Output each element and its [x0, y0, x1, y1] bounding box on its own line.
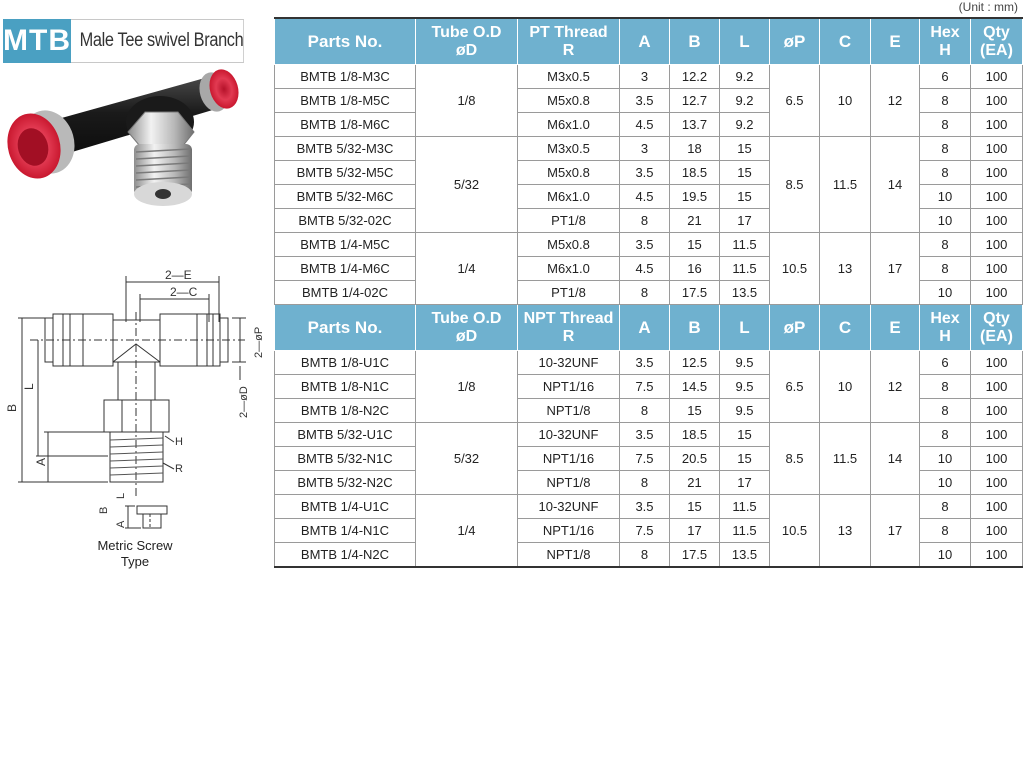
table-row: [275, 137, 1023, 161]
cell-thread: NPT1/8: [518, 471, 620, 495]
header-qty-line-1: Qty: [983, 23, 1010, 41]
dim-label-l-detail: L: [115, 492, 127, 499]
header-l: L: [720, 18, 770, 65]
header-tube-od: [416, 305, 518, 351]
cell-thread: M3x0.5: [518, 137, 620, 161]
cell-thread: PT1/8: [518, 209, 620, 233]
cell-l: 9.5: [720, 351, 770, 375]
cell-p: 8.5: [770, 423, 820, 495]
cell-a: 3.5: [620, 423, 670, 447]
cell-thread: 10-32UNF: [518, 423, 620, 447]
cell-b: 21: [670, 209, 720, 233]
cell-thread: PT1/8: [518, 281, 620, 305]
cell-thread: NPT1/16: [518, 375, 620, 399]
cell-e: 14: [871, 423, 920, 495]
cell-l: 17: [720, 209, 770, 233]
cell-part-no: BMTB 1/8-N1C: [275, 375, 416, 399]
header-qty-line-1: Qty: [983, 309, 1010, 327]
cell-part-no: BMTB 1/4-M5C: [275, 233, 416, 257]
cell-hex: 10: [920, 281, 971, 305]
dim-label-2p: 2—øP: [253, 326, 265, 358]
cell-l: 15: [720, 447, 770, 471]
cell-hex: 8: [920, 137, 971, 161]
header-tube-od-line-1: Tube O.D: [431, 23, 502, 41]
cell-a: 8: [620, 209, 670, 233]
table-header-row: [275, 18, 1023, 65]
cell-hex: 8: [920, 89, 971, 113]
unit-note: (Unit : mm): [958, 0, 1018, 14]
cell-hex: 8: [920, 399, 971, 423]
table-row: [275, 233, 1023, 257]
cell-qty: 100: [971, 257, 1023, 281]
cell-part-no: BMTB 1/4-N2C: [275, 543, 416, 568]
dim-label-b-detail: B: [98, 506, 110, 514]
header-p: øP: [770, 18, 820, 65]
cell-c: 13: [820, 233, 871, 305]
cell-thread: NPT1/8: [518, 399, 620, 423]
cell-qty: 100: [971, 281, 1023, 305]
cell-a: 3: [620, 137, 670, 161]
header-qty-line-2: (EA): [980, 41, 1013, 59]
cell-thread: M5x0.8: [518, 233, 620, 257]
cell-l: 15: [720, 161, 770, 185]
header-e: E: [871, 305, 920, 351]
header-tube-od-line-1: Tube O.D: [431, 309, 502, 327]
cell-a: 7.5: [620, 447, 670, 471]
cell-hex: 10: [920, 543, 971, 568]
header-a: A: [620, 305, 670, 351]
cell-b: 17.5: [670, 543, 720, 568]
cell-a: 8: [620, 471, 670, 495]
header-a: A: [620, 18, 670, 65]
cell-l: 9.2: [720, 89, 770, 113]
caption-line-2: Type: [120, 554, 150, 569]
header-hex-line-2: H: [939, 41, 951, 59]
cell-p: 10.5: [770, 233, 820, 305]
dim-label-2d: 2—øD: [238, 386, 250, 418]
table-row: [275, 423, 1023, 447]
table-header-row: [275, 305, 1023, 351]
header-hex-line-2: H: [939, 327, 951, 345]
table-row: [275, 495, 1023, 519]
cell-hex: 8: [920, 113, 971, 137]
cell-a: 4.5: [620, 185, 670, 209]
cell-part-no: BMTB 1/8-M3C: [275, 65, 416, 89]
cell-l: 9.2: [720, 113, 770, 137]
cell-c: 10: [820, 65, 871, 137]
cell-part-no: BMTB 1/8-M6C: [275, 113, 416, 137]
cell-part-no: BMTB 1/4-U1C: [275, 495, 416, 519]
header-e: E: [871, 18, 920, 65]
cell-qty: 100: [971, 233, 1023, 257]
cell-a: 8: [620, 543, 670, 568]
cell-thread: 10-32UNF: [518, 495, 620, 519]
cell-thread: NPT1/16: [518, 519, 620, 543]
model-code: MTB: [3, 19, 71, 63]
cell-a: 3.5: [620, 233, 670, 257]
spec-table: [274, 17, 1023, 568]
cell-thread: M5x0.8: [518, 161, 620, 185]
cell-tube-od: 1/4: [416, 233, 518, 305]
cell-hex: 10: [920, 447, 971, 471]
dim-label-2e: 2—E: [165, 268, 192, 282]
cell-hex: 8: [920, 257, 971, 281]
header-thread: [518, 305, 620, 351]
dim-label-r: R: [175, 463, 183, 475]
table-row: [275, 351, 1023, 375]
cell-hex: 6: [920, 351, 971, 375]
cell-a: 3.5: [620, 161, 670, 185]
cell-tube-od: 5/32: [416, 137, 518, 233]
cell-thread: M6x1.0: [518, 185, 620, 209]
cell-qty: 100: [971, 209, 1023, 233]
cell-b: 17.5: [670, 281, 720, 305]
cell-part-no: BMTB 1/8-U1C: [275, 351, 416, 375]
cell-b: 13.7: [670, 113, 720, 137]
cell-tube-od: 1/8: [416, 351, 518, 423]
cell-l: 17: [720, 471, 770, 495]
cell-b: 21: [670, 471, 720, 495]
dim-label-a-detail: A: [115, 520, 127, 528]
cell-l: 11.5: [720, 233, 770, 257]
header-thread: [518, 18, 620, 65]
cell-b: 17: [670, 519, 720, 543]
cell-e: 12: [871, 351, 920, 423]
cell-a: 3.5: [620, 89, 670, 113]
cell-e: 17: [871, 233, 920, 305]
cell-part-no: BMTB 1/4-N1C: [275, 519, 416, 543]
cell-part-no: BMTB 5/32-U1C: [275, 423, 416, 447]
header-qty: [971, 305, 1023, 351]
cell-l: 15: [720, 137, 770, 161]
cell-a: 3.5: [620, 495, 670, 519]
cell-hex: 10: [920, 471, 971, 495]
header-p: øP: [770, 305, 820, 351]
cell-hex: 10: [920, 209, 971, 233]
header-hex: [920, 18, 971, 65]
header-b: B: [670, 305, 720, 351]
cell-thread: NPT1/16: [518, 447, 620, 471]
cell-hex: 8: [920, 233, 971, 257]
cell-thread: 10-32UNF: [518, 351, 620, 375]
cell-part-no: BMTB 5/32-M5C: [275, 161, 416, 185]
header-thread-line-1: PT Thread: [529, 23, 608, 41]
cell-qty: 100: [971, 543, 1023, 568]
cell-l: 15: [720, 423, 770, 447]
cell-b: 18: [670, 137, 720, 161]
cell-l: 13.5: [720, 281, 770, 305]
cell-part-no: BMTB 1/4-02C: [275, 281, 416, 305]
cell-c: 11.5: [820, 423, 871, 495]
model-name: Male Tee swivel Branch: [71, 19, 244, 63]
header-parts-no: Parts No.: [275, 305, 416, 351]
header-c: C: [820, 18, 871, 65]
cell-b: 12.2: [670, 65, 720, 89]
cell-a: 3: [620, 65, 670, 89]
cell-part-no: BMTB 5/32-N1C: [275, 447, 416, 471]
cell-tube-od: 1/4: [416, 495, 518, 568]
cell-c: 10: [820, 351, 871, 423]
header-hex-line-1: Hex: [930, 309, 960, 327]
cell-e: 12: [871, 65, 920, 137]
cell-p: 8.5: [770, 137, 820, 233]
cell-b: 19.5: [670, 185, 720, 209]
header-thread-line-2: R: [562, 327, 575, 345]
cell-a: 7.5: [620, 375, 670, 399]
cell-e: 17: [871, 495, 920, 568]
cell-b: 12.5: [670, 351, 720, 375]
cell-b: 15: [670, 495, 720, 519]
technical-drawing: [0, 262, 265, 552]
cell-hex: 8: [920, 375, 971, 399]
caption-line-1: Metric Screw: [97, 538, 173, 553]
cell-hex: 8: [920, 519, 971, 543]
cell-a: 8: [620, 281, 670, 305]
header-parts-no: Parts No.: [275, 18, 416, 65]
cell-qty: 100: [971, 161, 1023, 185]
header-thread-line-2: R: [562, 41, 575, 59]
cell-b: 18.5: [670, 423, 720, 447]
cell-a: 4.5: [620, 257, 670, 281]
cell-e: 14: [871, 137, 920, 233]
header-thread-line-1: NPT Thread: [523, 309, 614, 327]
cell-qty: 100: [971, 399, 1023, 423]
cell-tube-od: 1/8: [416, 65, 518, 137]
cell-l: 15: [720, 185, 770, 209]
cell-qty: 100: [971, 185, 1023, 209]
title-block: [3, 19, 243, 63]
cell-thread: M6x1.0: [518, 257, 620, 281]
cell-hex: 8: [920, 161, 971, 185]
cell-l: 11.5: [720, 519, 770, 543]
header-qty-line-2: (EA): [980, 327, 1013, 345]
dim-label-2c: 2—C: [170, 285, 198, 299]
cell-p: 6.5: [770, 65, 820, 137]
cell-hex: 10: [920, 185, 971, 209]
cell-part-no: BMTB 5/32-M6C: [275, 185, 416, 209]
cell-qty: 100: [971, 351, 1023, 375]
header-tube-od-line-2: øD: [455, 41, 478, 59]
header-qty: [971, 18, 1023, 65]
cell-qty: 100: [971, 423, 1023, 447]
cell-b: 18.5: [670, 161, 720, 185]
cell-thread: NPT1/8: [518, 543, 620, 568]
header-tube-od: [416, 18, 518, 65]
cell-b: 15: [670, 399, 720, 423]
cell-qty: 100: [971, 65, 1023, 89]
cell-b: 16: [670, 257, 720, 281]
cell-qty: 100: [971, 375, 1023, 399]
cell-qty: 100: [971, 89, 1023, 113]
cell-part-no: BMTB 5/32-M3C: [275, 137, 416, 161]
dim-label-b: B: [5, 403, 19, 412]
header-c: C: [820, 305, 871, 351]
cell-c: 13: [820, 495, 871, 568]
cell-qty: 100: [971, 471, 1023, 495]
drawing-caption: [80, 538, 190, 570]
cell-qty: 100: [971, 495, 1023, 519]
cell-part-no: BMTB 1/8-M5C: [275, 89, 416, 113]
dim-label-a: A: [34, 457, 48, 466]
cell-qty: 100: [971, 113, 1023, 137]
cell-part-no: BMTB 5/32-02C: [275, 209, 416, 233]
cell-qty: 100: [971, 447, 1023, 471]
cell-c: 11.5: [820, 137, 871, 233]
product-photo: [0, 66, 250, 216]
table-row: [275, 65, 1023, 89]
cell-l: 11.5: [720, 495, 770, 519]
cell-l: 11.5: [720, 257, 770, 281]
cell-a: 3.5: [620, 351, 670, 375]
header-b: B: [670, 18, 720, 65]
cell-tube-od: 5/32: [416, 423, 518, 495]
cell-hex: 8: [920, 495, 971, 519]
cell-b: 20.5: [670, 447, 720, 471]
cell-l: 13.5: [720, 543, 770, 568]
header-tube-od-line-2: øD: [455, 327, 478, 345]
cell-l: 9.5: [720, 375, 770, 399]
cell-hex: 6: [920, 65, 971, 89]
cell-qty: 100: [971, 137, 1023, 161]
cell-part-no: BMTB 5/32-N2C: [275, 471, 416, 495]
cell-p: 6.5: [770, 351, 820, 423]
cell-a: 8: [620, 399, 670, 423]
cell-a: 7.5: [620, 519, 670, 543]
cell-l: 9.5: [720, 399, 770, 423]
cell-thread: M3x0.5: [518, 65, 620, 89]
header-hex: [920, 305, 971, 351]
cell-part-no: BMTB 1/8-N2C: [275, 399, 416, 423]
dim-label-l: L: [22, 383, 36, 390]
cell-p: 10.5: [770, 495, 820, 568]
cell-thread: M5x0.8: [518, 89, 620, 113]
cell-hex: 8: [920, 423, 971, 447]
cell-thread: M6x1.0: [518, 113, 620, 137]
cell-b: 14.5: [670, 375, 720, 399]
cell-qty: 100: [971, 519, 1023, 543]
cell-b: 12.7: [670, 89, 720, 113]
cell-part-no: BMTB 1/4-M6C: [275, 257, 416, 281]
cell-b: 15: [670, 233, 720, 257]
header-l: L: [720, 305, 770, 351]
cell-l: 9.2: [720, 65, 770, 89]
dim-label-h: H: [175, 436, 183, 448]
cell-a: 4.5: [620, 113, 670, 137]
header-hex-line-1: Hex: [930, 23, 960, 41]
